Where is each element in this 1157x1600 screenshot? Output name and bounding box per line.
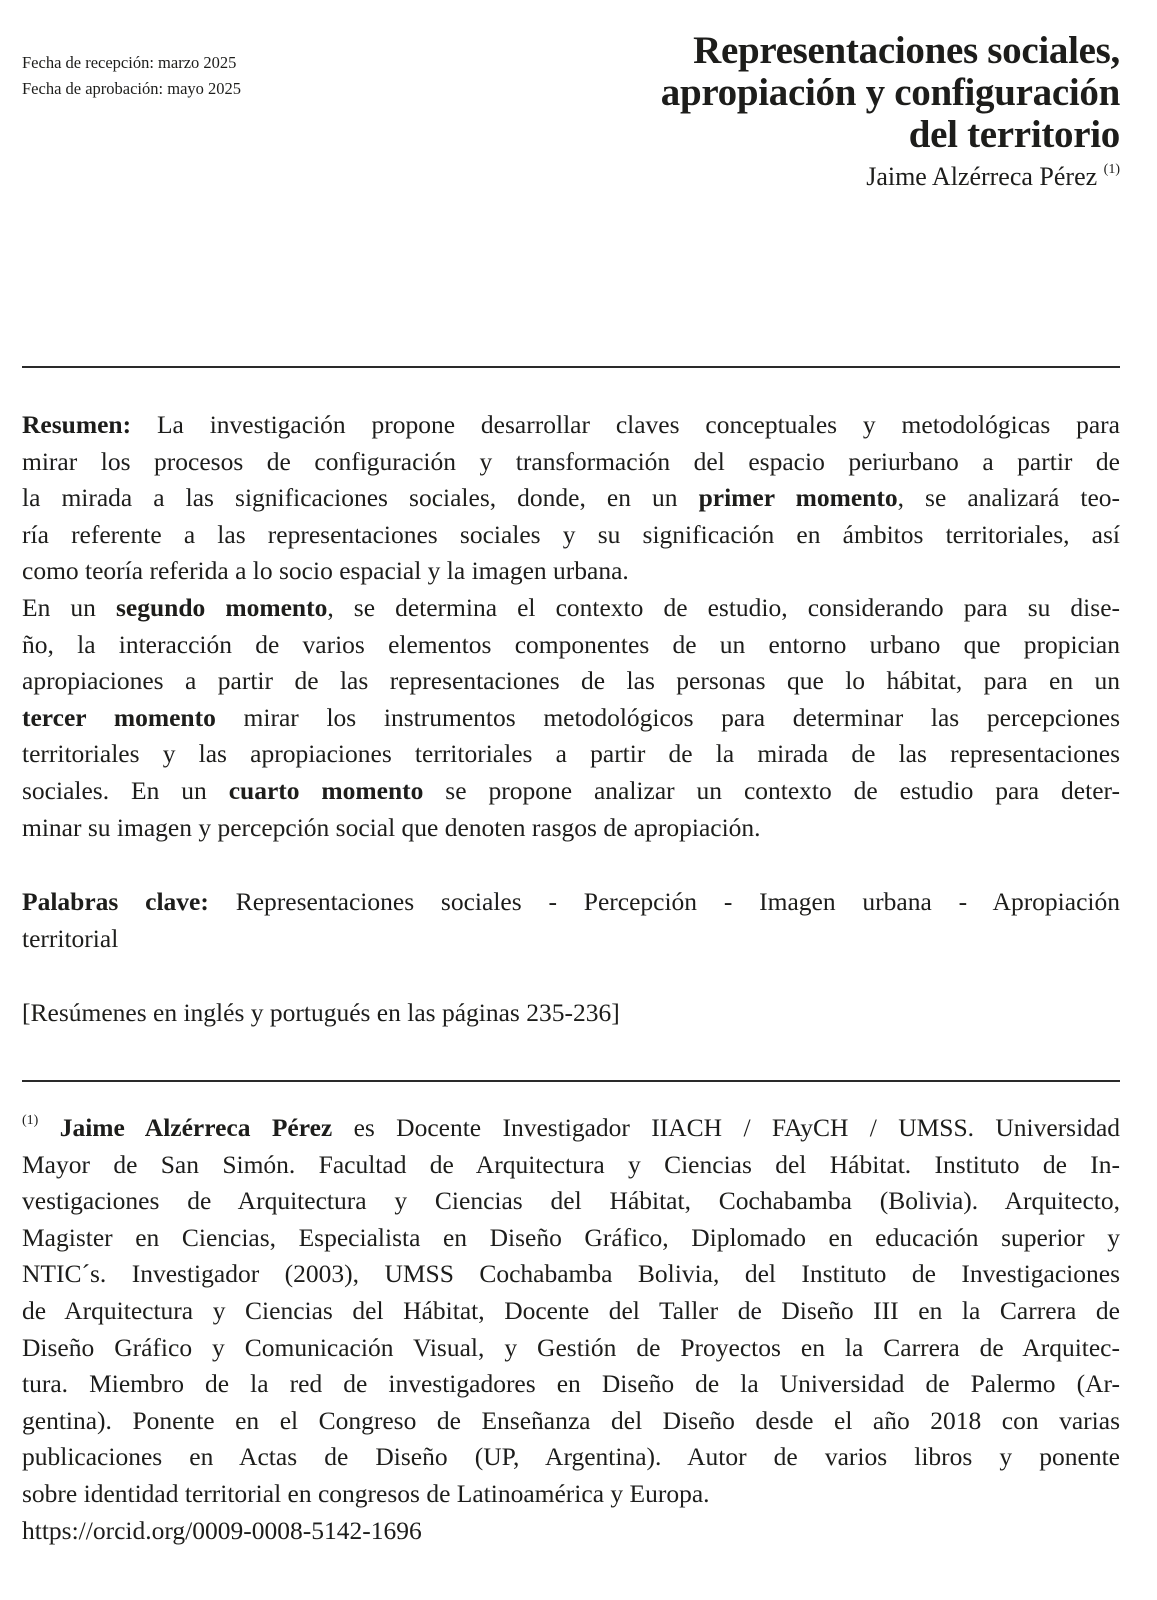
article-title <box>500 30 1120 156</box>
abstract-line: territoriales y las apropiaciones territoriales a partir de la mirada de las representaciones <box>22 739 1120 769</box>
footnote-line: Diseño Gráfico y Comunicación Visual, y Gestión de Proyectos en la Carrera de Arquitec- <box>22 1332 1120 1362</box>
keywords-line <box>22 884 1120 921</box>
keywords-list: Representaciones sociales - Percepción - Imagen urbana - Apropiación <box>208 887 1120 916</box>
other-abstracts-note <box>22 995 1120 1032</box>
footnote-line: Mayor de San Simón. Facultad de Arquitectura y Ciencias del Hábitat. Instituto de In- <box>22 1149 1120 1179</box>
abstract-line: En un segundo momento, se determina el contexto de estudio, considerando para su dise- <box>22 592 1121 622</box>
top-divider <box>22 366 1120 368</box>
footnote-line: NTIC´s. Investigador (2003), UMSS Cochabamba Bolivia, del Instituto de Investigaciones <box>22 1259 1120 1289</box>
other-abstracts-text: [Resúmenes en inglés y portugués en las páginas 235-236] <box>22 998 620 1027</box>
footnote-line: $^{(1)}$ Jaime Alzérreca Pérez es Docente Investigador IIACH / FAyCH / UMSS. Universidad <box>22 1113 1121 1142</box>
keywords-label: Palabras clave: <box>22 887 209 916</box>
emphasis-segundo-momento: segundo momento <box>115 592 328 622</box>
footnote-line: Magister en Ciencias, Especialista en Diseño Gráfico, Diplomado en educación superior y <box>22 1222 1120 1252</box>
abstract-line: sociales. En un cuarto momento se propone analizar un contexto de estudio para deter- <box>22 775 1120 805</box>
footnote-mark: (1) <box>22 1113 39 1128</box>
footnote-line: gentina). Ponente en el Congreso de Enseñanza del Diseño desde el año 2018 con varias <box>22 1405 1120 1435</box>
abstract-line: Resumen: La investigación propone desarrollar claves conceptuales y metodológicas para <box>22 410 1120 439</box>
title-line: apropiación y configuración <box>660 71 1120 114</box>
author-name: Jaime Alzérreca Pérez <box>866 162 1098 191</box>
bottom-divider <box>22 1080 1120 1082</box>
footnote-line: sobre identidad territorial en congresos de Latinoamérica y Europa. <box>22 1478 710 1508</box>
orcid-link[interactable]: https://orcid.org/0009-0008-5142-1696 <box>22 1515 422 1545</box>
title-line: del territorio <box>908 113 1120 156</box>
title-line: Representaciones sociales, <box>693 29 1120 72</box>
submission-dates <box>22 50 241 102</box>
abstract-line: la mirada a las significaciones sociales, donde, en un primer momento, se analizará teo- <box>22 483 1121 513</box>
footnote-line: vestigaciones de Arquitectura y Ciencias del Hábitat, Cochabamba (Bolivia). Arquitecto, <box>22 1186 1120 1216</box>
article-header <box>500 30 1120 194</box>
author-footnote <box>22 1110 1120 1549</box>
footnote-line: tura. Miembro de la red de investigadores en Diseño de la Universidad de Palermo (Ar- <box>22 1369 1120 1399</box>
reception-date: Fecha de recepción: marzo 2025 <box>22 53 237 72</box>
emphasis-primer-momento: primer momento <box>698 483 898 513</box>
article-author <box>500 160 1120 194</box>
keywords <box>22 884 1120 957</box>
abstract-line: ño, la interacción de varios elementos componentes de un entorno urbano que propician <box>22 629 1120 659</box>
abstract-line: ría referente a las representaciones sociales y su significación en ámbitos territoriales, así <box>22 519 1120 549</box>
abstract <box>22 407 1120 846</box>
footnote-line: de Arquitectura y Ciencias del Hábitat, Docente del Taller de Diseño III en la Carrera de <box>22 1295 1120 1325</box>
orcid-line <box>22 1513 1120 1550</box>
abstract-line: apropiaciones a partir de las representaciones de las personas que lo hábitat, para en un <box>22 666 1120 696</box>
emphasis-tercer-momento: tercer momento <box>22 702 216 732</box>
emphasis-cuarto-momento: cuarto momento <box>228 775 424 805</box>
keywords-line: territorial <box>22 923 119 953</box>
footnote-author: Jaime Alzérreca Pérez <box>59 1113 333 1142</box>
author-footnote-ref[interactable]: (1) <box>1103 162 1120 177</box>
approval-date: Fecha de aprobación: mayo 2025 <box>22 79 242 98</box>
footnote-line: publicaciones en Actas de Diseño (UP, Argentina). Autor de varios libros y ponente <box>22 1442 1120 1472</box>
abstract-line: mirar los procesos de configuración y transformación del espacio periurbano a partir de <box>22 446 1120 476</box>
abstract-line: minar su imagen y percepción social que denoten rasgos de apropiación. <box>22 812 761 842</box>
abstract-line: tercer momento mirar los instrumentos metodológicos para determinar las percepciones <box>22 702 1120 732</box>
abstract-label: Resumen: <box>22 410 132 439</box>
abstract-line: como teoría referida a lo socio espacial y la imagen urbana. <box>22 556 629 586</box>
